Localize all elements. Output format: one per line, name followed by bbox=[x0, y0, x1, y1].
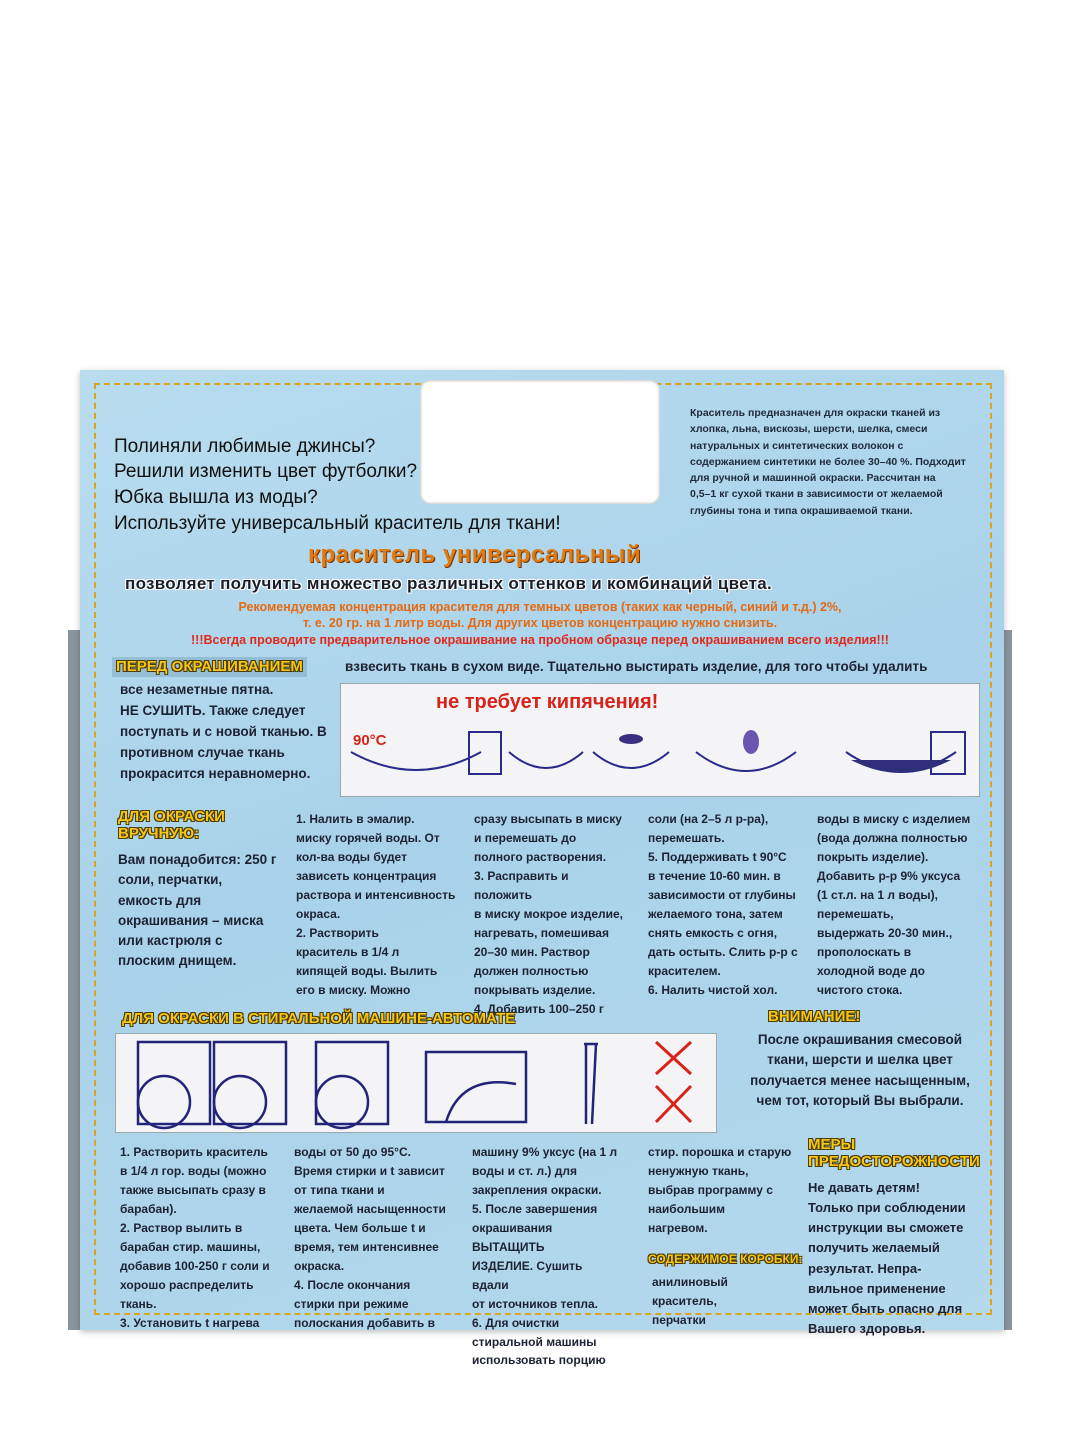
precaution-line: вильное применение bbox=[808, 1280, 946, 1296]
contents-line: анилиновый bbox=[652, 1275, 728, 1289]
attention-line: чем тот, который Вы выбрали. bbox=[756, 1092, 964, 1108]
step-line: воды от 50 до 95°С. bbox=[294, 1145, 411, 1159]
attention-line: получается менее насыщенным, bbox=[750, 1072, 970, 1088]
step-line: Время стирки и t зависит bbox=[294, 1163, 445, 1178]
manual-needs bbox=[118, 850, 288, 972]
step-line: 6. Налить чистой хол. bbox=[648, 982, 778, 997]
step-line: полного растворения. bbox=[474, 849, 607, 864]
step-line: в течение 10-60 мин. в bbox=[648, 868, 781, 883]
step-line: окраса. bbox=[296, 906, 341, 921]
machine-3 bbox=[316, 1042, 388, 1124]
machine-2 bbox=[214, 1042, 286, 1124]
bowl-2 bbox=[509, 752, 583, 768]
step-line: 1. Растворить краситель bbox=[120, 1145, 268, 1159]
intro-question-1: Полиняли любимые джинсы? bbox=[114, 436, 376, 457]
drum-2 bbox=[214, 1076, 266, 1128]
step-line: воды и ст. л.) для bbox=[472, 1163, 577, 1178]
step-line: ИЗДЕЛИЕ. Сушить вдали bbox=[472, 1258, 583, 1292]
contents-line: перчатки bbox=[652, 1312, 706, 1327]
machine-illustration bbox=[115, 1033, 717, 1133]
precautions-text bbox=[808, 1178, 988, 1339]
intro-question-2: Решили изменить цвет футболки? bbox=[114, 461, 418, 482]
manual-header bbox=[118, 808, 225, 842]
precaution-line: инструкции вы сможете bbox=[808, 1220, 964, 1236]
step-line: ненужную ткань, bbox=[648, 1163, 749, 1178]
step-line: 5. Поддерживать t 90°С bbox=[648, 849, 787, 864]
machine-header: ДЛЯ ОКРАСКИ В СТИРАЛЬНОЙ МАШИНЕ-АВТОМАТЕ bbox=[122, 1010, 516, 1027]
manual-step-column-4 bbox=[817, 810, 982, 1000]
before-text bbox=[120, 680, 335, 785]
concentration-line-1: Рекомендуемая концентрация красителя для темных цветов (таких как черный, синий и т.д.) 2%, bbox=[238, 600, 842, 614]
precautions-header-line: ПРЕДОСТОРОЖНОСТИ bbox=[808, 1153, 980, 1170]
step-line: зависимости от глубины bbox=[648, 887, 796, 902]
step-line: окраска. bbox=[294, 1258, 345, 1273]
concentration-line-2: т. е. 20 гр. на 1 литр воды. Для других цветов концентрацию нужно снизить. bbox=[302, 616, 778, 630]
test-warning: !!!Всегда проводите предварительное окрашивание на пробном образце перед окрашиванием всего изделия!!! bbox=[191, 633, 889, 647]
step-line: перемешать, bbox=[817, 906, 894, 921]
step-line: должен полностью bbox=[474, 963, 589, 978]
step-line: от источников тепла. bbox=[472, 1296, 598, 1311]
before-line: НЕ СУШИТЬ. Также следует bbox=[120, 702, 306, 718]
precaution-line: может быть опасно для bbox=[808, 1300, 963, 1316]
contents-header: СОДЕРЖИМОЕ КОРОБКИ: bbox=[648, 1252, 803, 1266]
step-line: 5. После завершения bbox=[472, 1201, 598, 1216]
description-line: хлопка, льна, вискозы, шерсти, шелка, смеси bbox=[690, 423, 928, 436]
dye-drop bbox=[619, 734, 643, 744]
no-boil-label: не требует кипячения! bbox=[436, 691, 659, 713]
step-line: цвета. Чем больше t и bbox=[294, 1220, 426, 1235]
step-line: 2. Раствор вылить в bbox=[120, 1220, 243, 1235]
precaution-line: результат. Непра- bbox=[808, 1260, 922, 1276]
step-line: стиральной машины bbox=[472, 1334, 597, 1349]
description-line: глубины тона и типа окрашиваемой ткани. bbox=[690, 504, 913, 517]
step-line: машину 9% уксус (на 1 л bbox=[472, 1145, 618, 1159]
hand-dye-illustration bbox=[340, 683, 980, 797]
manual-header-line: ВРУЧНУЮ: bbox=[118, 825, 200, 842]
step-line: использовать порцию bbox=[472, 1353, 606, 1368]
description-line: 0,5–1 кг сухой ткани в зависимости от желаемой bbox=[690, 488, 943, 501]
step-line: в миску мокрое изделие, bbox=[474, 906, 624, 921]
pot-2 bbox=[931, 732, 965, 774]
precaution-line: Вашего здоровья. bbox=[808, 1320, 926, 1336]
drum-1 bbox=[138, 1076, 190, 1128]
step-line: 1. Налить в эмалир. bbox=[296, 812, 415, 826]
machine-1 bbox=[138, 1042, 210, 1124]
step-line: чистого стока. bbox=[817, 982, 903, 997]
needs-line: плоским днищем. bbox=[118, 953, 237, 969]
contents-line: краситель, bbox=[652, 1293, 717, 1308]
step-line: воды в миску с изделием bbox=[817, 812, 971, 826]
attention-line: После окрашивания смесовой bbox=[757, 1032, 963, 1047]
step-line: от типа ткани и bbox=[294, 1182, 385, 1197]
dye-in-bowl bbox=[851, 760, 951, 773]
manual-header-line: ДЛЯ ОКРАСКИ bbox=[118, 808, 225, 825]
precaution-line: получить желаемый bbox=[808, 1240, 940, 1256]
step-line: выдержать 20-30 мин., bbox=[817, 925, 953, 940]
step-line: и перемешать до bbox=[474, 830, 577, 845]
step-line: миску горячей воды. От bbox=[296, 830, 440, 845]
step-line: стирки при режиме bbox=[294, 1296, 409, 1311]
step-line: снять емкость с огня, bbox=[648, 925, 778, 940]
step-line: полоскания добавить в bbox=[294, 1315, 435, 1330]
jeans-icon bbox=[584, 1044, 598, 1124]
step-line: 3. Установить t нагрева bbox=[120, 1315, 260, 1330]
step-line: 4. После окончания bbox=[294, 1277, 411, 1292]
step-line: зависеть концентрация bbox=[296, 868, 437, 883]
bowls-illustration bbox=[341, 684, 977, 794]
drum-4 bbox=[446, 1082, 516, 1122]
intro-call: Используйте универсальный краситель для ткани! bbox=[114, 513, 561, 534]
description bbox=[690, 405, 975, 519]
step-line: желаемой насыщенности bbox=[294, 1201, 446, 1216]
needs-line: соли, перчатки, bbox=[118, 872, 223, 888]
step-line: его в миску. Можно bbox=[296, 982, 411, 997]
attention-line: ткани, шерсти и шелка цвет bbox=[767, 1052, 953, 1068]
before-line-1: взвесить ткань в сухом виде. Тщательно выстирать изделие, для того чтобы удалить bbox=[345, 659, 928, 674]
description-line: для ручной и машинной окраски. Рассчитан на bbox=[690, 472, 936, 485]
step-line: 4. Добавить 100–250 г bbox=[474, 1001, 604, 1016]
step-line: 6. Для очистки bbox=[472, 1315, 560, 1330]
precautions-header bbox=[808, 1136, 980, 1170]
brand-title: краситель универсальный bbox=[308, 541, 642, 568]
step-line: 2. Растворить bbox=[296, 925, 379, 940]
bowl-1 bbox=[351, 752, 481, 770]
step-line: наибольшим bbox=[648, 1201, 725, 1216]
needs-line: емкость для bbox=[118, 892, 202, 908]
step-line: 3. Расправить и положить bbox=[474, 868, 569, 902]
step-line: барабан стир. машины, bbox=[120, 1239, 261, 1254]
before-line: все незаметные пятна. bbox=[120, 682, 274, 697]
intro-question-3: Юбка вышла из моды? bbox=[114, 487, 318, 508]
step-line: краситель в 1/4 л bbox=[296, 944, 400, 959]
step-line: сразу высыпать в миску bbox=[474, 812, 622, 826]
step-line: в 1/4 л гор. воды (можно bbox=[120, 1163, 267, 1178]
step-line: красителем. bbox=[648, 963, 721, 978]
step-line: дать остыть. Слить р-р с bbox=[648, 944, 798, 959]
description-line: натуральных и синтетических волокон с bbox=[690, 439, 904, 452]
step-line: 20–30 мин. Раствор bbox=[474, 944, 590, 959]
manual-step-column-2 bbox=[474, 810, 624, 1018]
precaution-line: Только при соблюдении bbox=[808, 1200, 966, 1216]
temperature-label: 90°C bbox=[353, 732, 387, 749]
step-line: покрывать изделие. bbox=[474, 982, 596, 997]
step-line: окрашивания ВЫТАЩИТЬ bbox=[472, 1220, 553, 1254]
before-line: поступать и с новой тканью. В bbox=[120, 723, 327, 739]
washing-machines-illustration bbox=[116, 1034, 714, 1130]
step-line: желаемого тона, затем bbox=[648, 906, 783, 921]
manual-step-column-1 bbox=[296, 810, 471, 1000]
step-line: Добавить р-р 9% уксуса bbox=[817, 868, 961, 883]
step-line: кол-ва воды будет bbox=[296, 849, 407, 864]
machine-step-column-3 bbox=[472, 1143, 622, 1370]
subtitle: позволяет получить множество различных оттенков и комбинаций цвета. bbox=[125, 574, 773, 593]
contents-text bbox=[652, 1273, 792, 1330]
step-line: стир. порошка и старую bbox=[648, 1145, 792, 1159]
step-line: прополоскать в bbox=[817, 944, 912, 959]
precautions-header-line: МЕРЫ bbox=[808, 1136, 856, 1153]
before-line: противном случае ткань bbox=[120, 744, 285, 760]
step-line: выбрав программу с bbox=[648, 1182, 773, 1197]
pot-1 bbox=[469, 732, 501, 774]
drum-3 bbox=[316, 1076, 368, 1128]
step-line: покрыть изделие). bbox=[817, 849, 929, 864]
step-line: добавив 100-250 г соли и bbox=[120, 1258, 270, 1273]
bowl-3 bbox=[593, 752, 669, 768]
step-line: соли (на 2–5 л р-ра), bbox=[648, 812, 769, 826]
description-line: Краситель предназначен для окраски тканей из bbox=[690, 407, 941, 419]
step-line: хорошо распределить bbox=[120, 1277, 254, 1292]
bowl-4 bbox=[696, 752, 796, 771]
needs-line: окрашивания – миска bbox=[118, 912, 264, 928]
attention-header: ВНИМАНИЕ! bbox=[768, 1008, 861, 1025]
step-line: перемешать. bbox=[648, 830, 725, 845]
step-line: холодной воде до bbox=[817, 963, 925, 978]
hang-hole bbox=[420, 380, 660, 504]
step-line: кипящей воды. Вылить bbox=[296, 963, 438, 978]
description-line: содержанием синтетики не более 30–40 %. Подходит bbox=[690, 455, 966, 468]
step-line: время, тем интенсивнее bbox=[294, 1239, 439, 1254]
step-line: (вода должна полностью bbox=[817, 830, 968, 845]
manual-step-column-3 bbox=[648, 810, 808, 1000]
step-line: барабан). bbox=[120, 1201, 177, 1216]
step-line: закрепления окраски. bbox=[472, 1182, 602, 1197]
machine-step-column-1 bbox=[120, 1143, 290, 1333]
attention-text bbox=[740, 1030, 980, 1111]
needs-line: Вам понадобится: 250 г bbox=[118, 852, 277, 867]
step-line: также высыпать сразу в bbox=[120, 1182, 266, 1197]
step-line: нагревом. bbox=[648, 1220, 708, 1235]
step-line: нагревать, помешивая bbox=[474, 925, 609, 940]
needs-line: или кастрюля с bbox=[118, 933, 223, 948]
precaution-line: Не давать детям! bbox=[808, 1180, 920, 1195]
machine-step-column-2 bbox=[294, 1143, 464, 1333]
before-header: ПЕРЕД ОКРАШИВАНИЕМ bbox=[112, 657, 307, 677]
machine-step-column-4 bbox=[648, 1143, 798, 1238]
before-line: прокрасится неравномерно. bbox=[120, 765, 311, 781]
step-line: (1 ст.л. на 1 л воды), bbox=[817, 887, 938, 902]
step-line: ткань. bbox=[120, 1296, 157, 1311]
dye-stream bbox=[743, 730, 759, 754]
step-line: раствора и интенсивность bbox=[296, 887, 456, 902]
